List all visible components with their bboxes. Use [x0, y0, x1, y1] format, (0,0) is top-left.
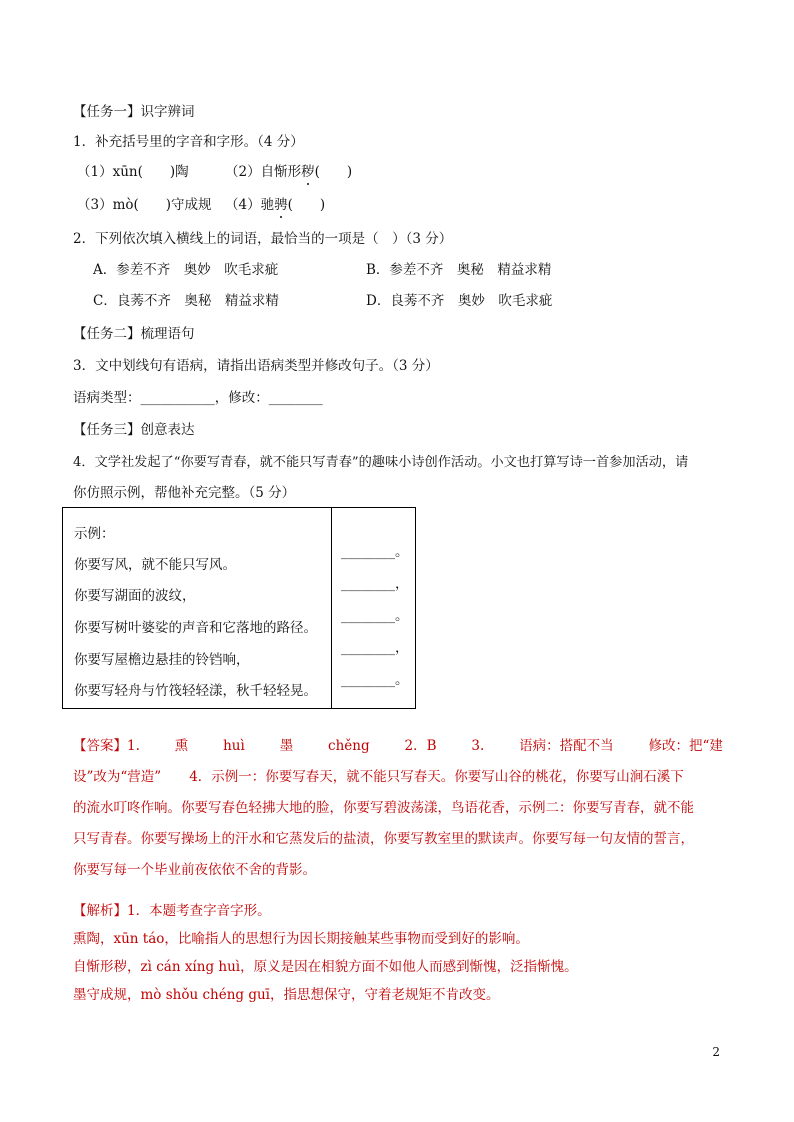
- q1-row2: [77, 196, 325, 214]
- example-line: 你要写树叶婆娑的声音和它落地的路径。: [74, 620, 317, 636]
- answer-blank: ________，: [341, 640, 409, 656]
- answer-blank: ________。: [341, 672, 409, 688]
- answer-row-5: 你要写每一个毕业前夜依依不舍的背影。: [73, 862, 316, 878]
- analysis-line: 【解析】1．本题考查字音字形。: [73, 903, 271, 919]
- answer-block: [73, 731, 723, 886]
- q4-stem-line2: 你仿照示例，帮他补充完整。（5 分）: [73, 485, 296, 501]
- q2-option-d: D．良莠不齐 奥妙 吹毛求疵: [366, 293, 553, 309]
- answer-item: 墨: [279, 738, 294, 754]
- q2-option-a: A．参差不齐 奥妙 吹毛求疵: [93, 262, 279, 278]
- q3-fill: 语病类型：___________，修改：________: [73, 390, 323, 406]
- q2-options-row1: [93, 261, 551, 279]
- q1-item4: （4）驰骋( ): [225, 197, 326, 213]
- example-line: 示例：: [74, 526, 115, 542]
- q1-item2: （2）自惭形秽( ): [225, 164, 353, 180]
- analysis-line: 自惭形秽，zì cán xíng huì，原义是因在相貌方面不如他人而感到惭愧，泛指惭愧。: [73, 959, 578, 975]
- q3-stem: 3．文中划线句有语病，请指出语病类型并修改句子。（3 分）: [73, 358, 439, 374]
- answer-item: 3.: [471, 738, 485, 754]
- analysis-line: 墨守成规，mò shǒu chéng guī，指思想保守，守着老规矩不肯改变。: [73, 987, 500, 1003]
- answer-item: 语病：搭配不当: [519, 738, 614, 754]
- task3-heading: 【任务三】创意表达: [73, 422, 195, 438]
- answer-row-1: [73, 731, 723, 762]
- q2-option-c: C．良莠不齐 奥秘 精益求精: [93, 293, 279, 309]
- answer-row-3: 的流水叮咚作响。你要写春色轻拂大地的脸，你要写碧波荡漾，鸟语花香，示例二：你要写青春，就不能: [73, 800, 694, 816]
- answer-item: chěng: [328, 738, 370, 754]
- example-line: 你要写屋檐边悬挂的铃铛响，: [74, 652, 250, 668]
- q1-row1: [77, 163, 352, 181]
- poem-example-cell: [63, 508, 332, 708]
- answer-blank: ________。: [341, 608, 409, 624]
- q2-options-row2: [93, 292, 552, 310]
- q1-stem: 1．补充括号里的字音和字形。（4 分）: [73, 134, 304, 150]
- example-line: 你要写风，就不能只写风。: [74, 557, 236, 573]
- answer-item: 修改：把“建: [648, 738, 723, 754]
- answer-item: 熏: [174, 738, 189, 754]
- answer-item: huì: [223, 738, 245, 754]
- poem-table: [62, 507, 416, 709]
- example-line: 你要写轻舟与竹筏轻轻漾，秋千轻轻晃。: [74, 683, 317, 699]
- q4-stem-line1: 4．文学社发起了“你要写青春，就不能只写青春”的趣味小诗创作活动。小文也打算写诗一首参加活动，请: [73, 455, 689, 470]
- answer-row-2: 设”改为“营造” 4．示例一：你要写春天，就不能只写春天。你要写山谷的桃花，你要写山涧石溪下: [73, 769, 684, 785]
- task2-heading: 【任务二】梳理语句: [73, 326, 195, 342]
- task1-heading: 【任务一】识字辨词: [73, 104, 195, 120]
- answer-blank: ________。: [341, 544, 409, 560]
- q2-option-b: B．参差不齐 奥秘 精益求精: [366, 262, 552, 278]
- answer-item: 2．B: [404, 738, 437, 754]
- analysis-line: 熏陶，xūn táo，比喻指人的思想行为因长期接触某些事物而受到好的影响。: [73, 931, 529, 947]
- q1-item3: （3）mò( )守成规: [77, 197, 212, 213]
- answer-blank: ________，: [341, 576, 409, 592]
- example-line: 你要写湖面的波纹，: [74, 588, 196, 604]
- q2-stem: 2．下列依次填入横线上的词语，最恰当的一项是（ ）（3 分）: [73, 231, 453, 247]
- answer-label: 【答案】1.: [73, 738, 140, 754]
- answer-row-4: 只写青春。你要写操场上的汗水和它蒸发后的盐渍，你要写教室里的默读声。你要写每一句友情的誓言，: [73, 831, 694, 847]
- q1-item1: （1）xūn( )陶: [77, 164, 189, 180]
- page-number: 2: [712, 1045, 720, 1059]
